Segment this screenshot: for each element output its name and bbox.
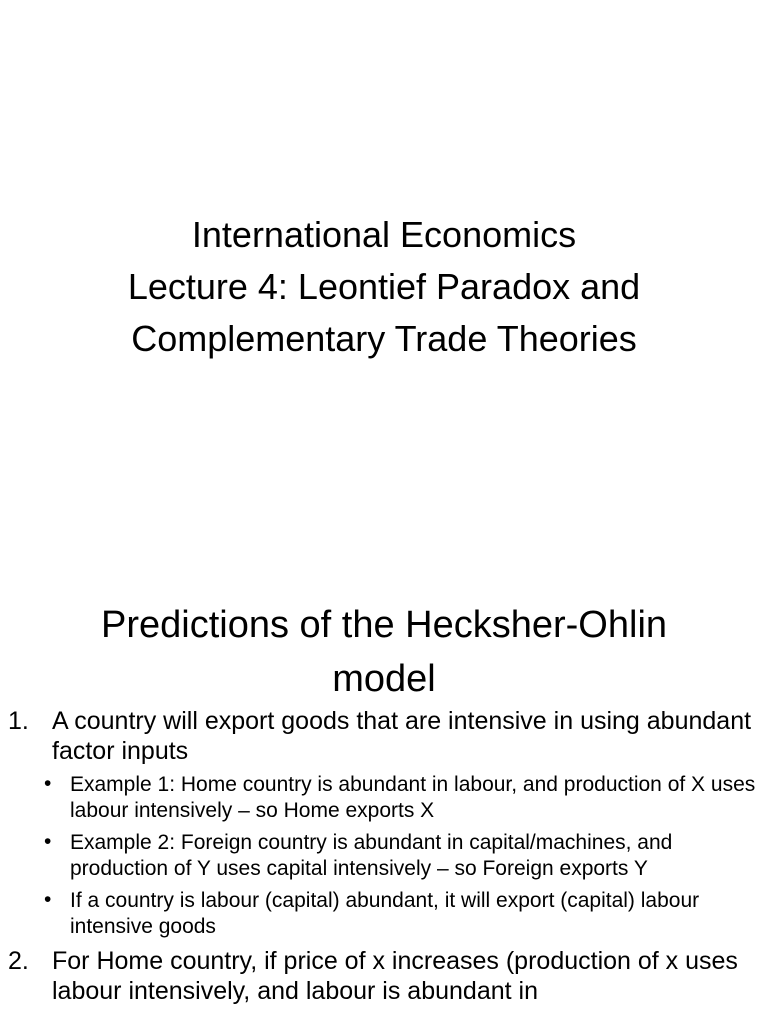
content-slide <box>0 576 768 1024</box>
item-text: A country will export goods that are intensive in using abundant factor inputs <box>52 707 752 765</box>
sub-item-text: Example 1: Home country is abundant in labour, and production of X uses labour intensively – so Home exports X <box>70 773 756 822</box>
sub-item <box>0 830 768 882</box>
list-item <box>0 946 768 1006</box>
bullet-icon: • <box>44 772 52 795</box>
sub-item <box>0 888 768 940</box>
sub-list <box>44 772 768 940</box>
bullet-icon: • <box>44 830 52 853</box>
title-line: Complementary Trade Theories <box>131 318 637 359</box>
slide-heading <box>0 598 768 706</box>
heading-line: Predictions of the Hecksher-Ohlin <box>100 604 668 646</box>
sub-item-text: Example 2: Foreign country is abundant in capital/machines, and production of Y uses capital intensively – so Foreign exports Y <box>70 831 673 880</box>
title-line: Lecture 4: Leontief Paradox and <box>127 266 641 307</box>
heading-line: model <box>332 658 436 700</box>
item-number: 2. <box>8 947 29 975</box>
title-line: International Economics <box>191 214 577 255</box>
list-item <box>0 706 768 940</box>
prediction-list <box>0 706 768 1012</box>
sub-item <box>0 772 768 824</box>
item-number: 1. <box>8 707 29 735</box>
item-text: For Home country, if price of x increases (production of x uses labour intensively, and labour is abundant in <box>52 947 738 1005</box>
lecture-title <box>0 209 768 365</box>
bullet-icon: • <box>44 888 52 911</box>
sub-item-text: If a country is labour (capital) abundant, it will export (capital) labour intensive goods <box>70 889 700 938</box>
